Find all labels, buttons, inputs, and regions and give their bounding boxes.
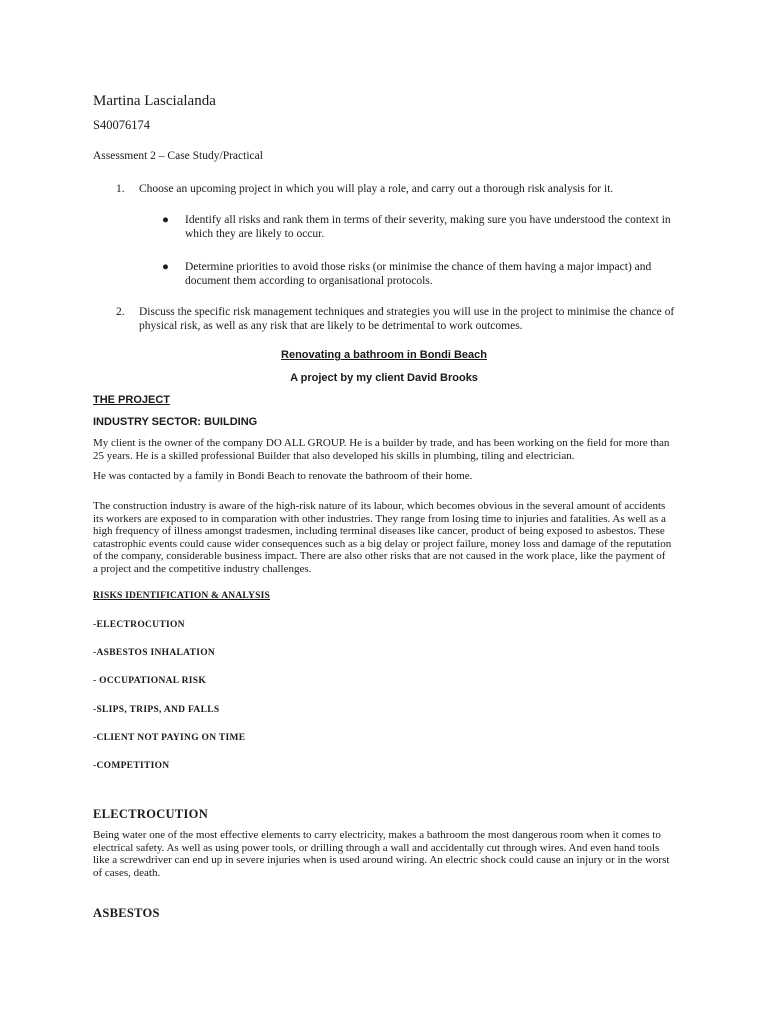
electrocution-paragraph: Being water one of the most effective elements to carry electricity, makes a bathroom the most dangerous room when it comes to electrical safety. As well as using power tools, or drilling through a wall and accidentally cut through wires. And even hand tools like a screwdriver can end up in severe injuries when is used around wiring. An electric shock could cause an injury or in the worst of cases, death. <box>93 829 670 879</box>
risk-item: -ELECTROCUTION <box>93 620 185 630</box>
electrocution-heading: ELECTROCUTION <box>93 807 209 821</box>
risk-item: -COMPETITION <box>93 761 170 771</box>
student-id: S40076174 <box>93 118 150 132</box>
project-subtitle: A project by my client David Brooks <box>290 372 478 384</box>
risk-item: -ASBESTOS INHALATION <box>93 648 216 658</box>
author-name: Martina Lascialanda <box>93 93 216 109</box>
project-paragraph-3: The construction industry is aware of the high-risk nature of its labour, which becomes obvious in the several amount of accidents its workers are exposed to in comparation with other industries. They range from losing time to injuries and fatalities. As well as a high frequency of illness amongst tradesmen, including terminal diseases like cancer, product of being exposed to asbestos. These catastrophic events could cause wider consequences such as a big delay or project failure, money loss and damage of the reputation of the company, considerable business impact. There are also other risks that are not caused in the work place, like the payment of a project and the competitive industry challenges. <box>93 500 672 575</box>
assessment-title: Assessment 2 – Case Study/Practical <box>93 150 263 162</box>
risks-section-heading: RISKS IDENTIFICATION & ANALYSIS <box>93 591 270 601</box>
question-number: 1. <box>116 183 125 195</box>
bullet-mark: ● <box>162 214 169 226</box>
asbestos-heading: ASBESTOS <box>93 906 160 920</box>
risk-item: -CLIENT NOT PAYING ON TIME <box>93 733 246 743</box>
project-paragraph-1: My client is the owner of the company DO ALL GROUP. He is a builder by trade, and has been working on the field for more than 25 years. He is a skilled professional Builder that also developed his skills in plumbing, tiling and electrician. <box>93 437 670 462</box>
question-text: Choose an upcoming project in which you will play a role, and carry out a thorough risk analysis for it. <box>139 183 614 195</box>
bullet-text: Determine priorities to avoid those risks (or minimise the chance of them having a major impact) and document them according to organisational protocols. <box>185 261 652 287</box>
industry-sector-heading: INDUSTRY SECTOR: BUILDING <box>93 416 258 428</box>
risk-item: - OCCUPATIONAL RISK <box>93 676 207 686</box>
question-number: 2. <box>116 306 125 318</box>
question-text: Discuss the specific risk management techniques and strategies you will use in the project to minimise the chance of physical risk, as well as any risk that are likely to be detrimental to work outcomes. <box>139 306 675 332</box>
project-paragraph-2: He was contacted by a family in Bondi Beach to renovate the bathroom of their home. <box>93 470 473 482</box>
bullet-mark: ● <box>162 261 169 273</box>
project-section-heading: THE PROJECT <box>93 394 171 406</box>
bullet-text: Identify all risks and rank them in terms of their severity, making sure you have understood the context in which they are likely to occur. <box>185 214 671 240</box>
risk-item: -SLIPS, TRIPS, AND FALLS <box>93 705 220 715</box>
project-title: Renovating a bathroom in Bondi Beach <box>281 349 487 361</box>
